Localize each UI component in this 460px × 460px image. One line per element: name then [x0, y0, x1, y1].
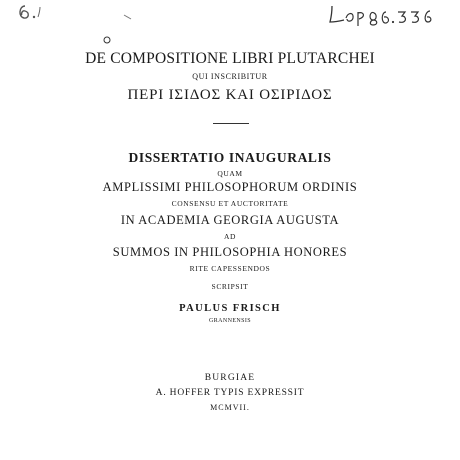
faculty-line: AMPLISSIMI PHILOSOPHORUM ORDINIS: [102, 180, 358, 194]
stamp-mark: [103, 36, 111, 44]
greek-title: ΠΕΡΙ ΙΣΙΔΟΣ ΚΑΙ ΟΣΙΡΙΔΟΣ: [127, 87, 333, 103]
dissertation-heading: DISSERTATIO INAUGURALIS: [128, 150, 332, 165]
imprint-city: BURGIAE: [204, 373, 256, 383]
title-divider: [213, 123, 249, 124]
consensu-line: CONSENSU ET AUCTORITATE: [171, 199, 289, 208]
author-name: PAULUS FRISCH: [179, 303, 281, 314]
ad-line: AD: [223, 232, 237, 241]
imprint-year: MCMVII.: [210, 403, 250, 412]
main-title: DE COMPOSITIONE LIBRI PLUTARCHEI: [85, 50, 375, 67]
handwritten-shelfmark: [326, 0, 444, 30]
capessendos-line: RITE CAPESSENDOS: [189, 264, 271, 273]
handwritten-annotation-left: [16, 2, 52, 22]
honores-line: SUMMOS IN PHILOSOPHIA HONORES: [112, 245, 348, 259]
title-connector: QUI INSCRIBITUR: [192, 72, 268, 81]
academia-line: IN ACADEMIA GEORGIA AUGUSTA: [120, 213, 340, 227]
stray-mark: [123, 13, 133, 21]
scripsit-line: SCRIPSIT: [211, 282, 249, 291]
quam-line: QUAM: [217, 169, 243, 178]
imprint-printer: A. HOFFER TYPIS EXPRESSIT: [155, 388, 305, 398]
author-origin: GRANNENSIS: [208, 318, 251, 324]
